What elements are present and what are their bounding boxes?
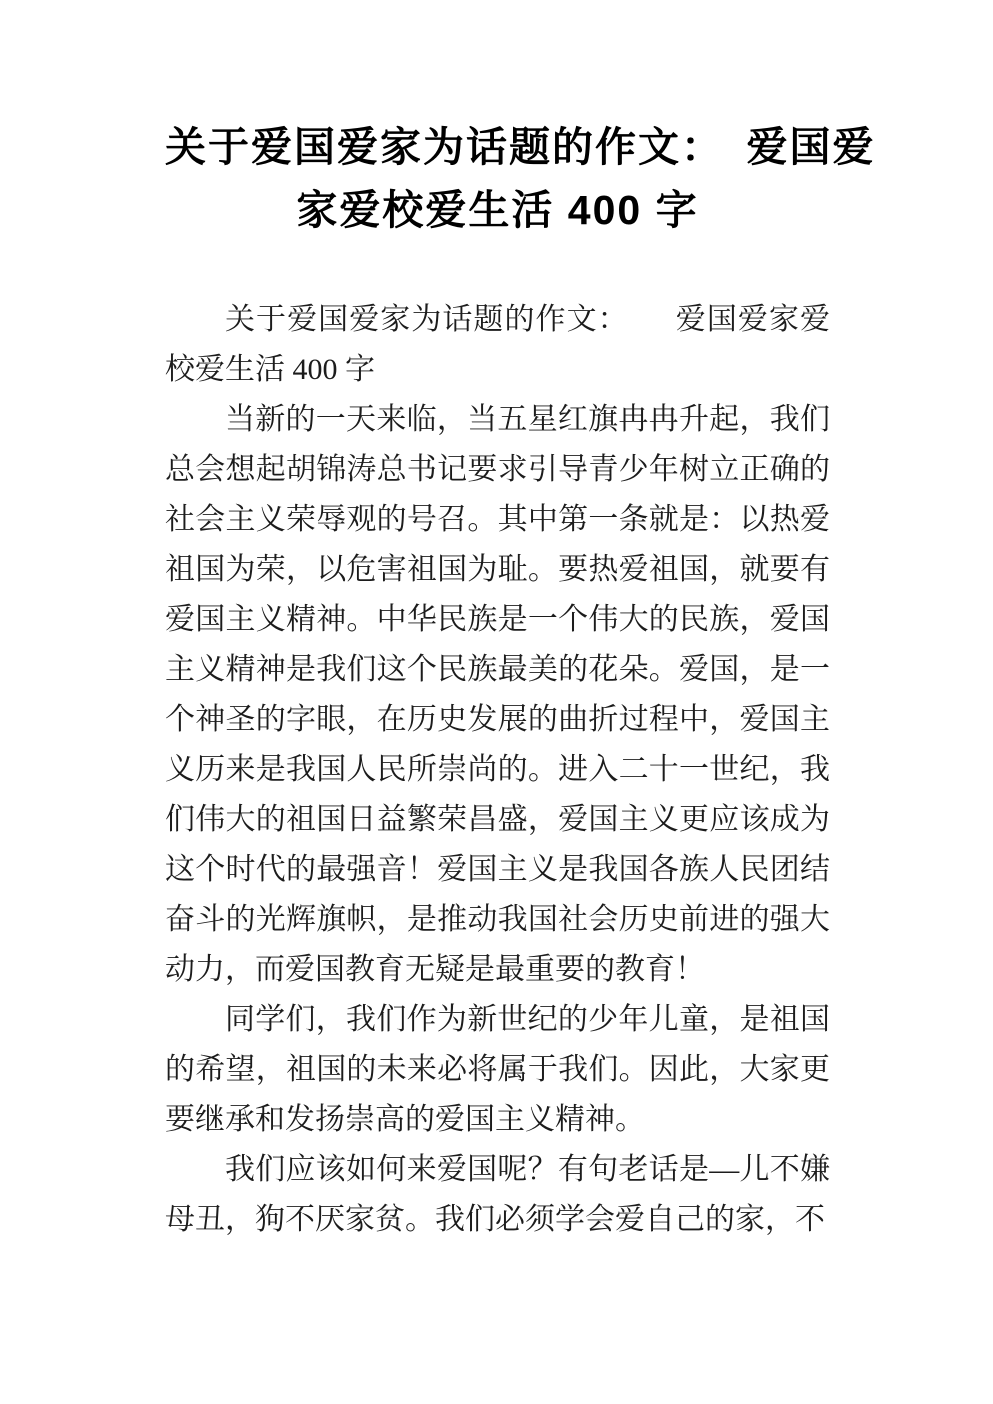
- document-title: [165, 116, 876, 242]
- paragraph-how-to-love-country: 我们应该如何来爱国呢？有句老话是—儿不嫌母丑，狗不厌家贫。我们必须学会爱自己的家，不: [165, 1153, 830, 1236]
- title-line-1: 关于爱国爱家为话题的作文： 爱国爱: [165, 124, 876, 170]
- paragraph-title-repeat: 关于爱国爱家为话题的作文： 爱国爱家爱校爱生活 400 字: [165, 303, 830, 386]
- document-body: [165, 295, 830, 1245]
- paragraph-students: 同学们，我们作为新世纪的少年儿童，是祖国的希望，祖国的未来必将属于我们。因此，大家更要继承和发扬崇高的爱国主义精神。: [165, 1003, 830, 1136]
- paragraph-main: 当新的一天来临，当五星红旗冉冉升起，我们总会想起胡锦涛总书记要求引导青少年树立正确的社会主义荣辱观的号召。其中第一条就是：以热爱祖国为荣，以危害祖国为耻。要热爱祖国，就要有爱国主义精神。中华民族是一个伟大的民族，爱国主义精神是我们这个民族最美的花朵。爱国，是一个神圣的字眼，在历史发展的曲折过程中，爱国主义历来是我国人民所崇尚的。进入二十一世纪，我们伟大的祖国日益繁荣昌盛，爱国主义更应该成为这个时代的最强音！爱国主义是我国各族人民团结奋斗的光辉旗帜，是推动我国社会历史前进的强大动力，而爱国教育无疑是最重要的教育！: [165, 403, 830, 986]
- title-line-2: 家爱校爱生活 400 字: [296, 187, 699, 233]
